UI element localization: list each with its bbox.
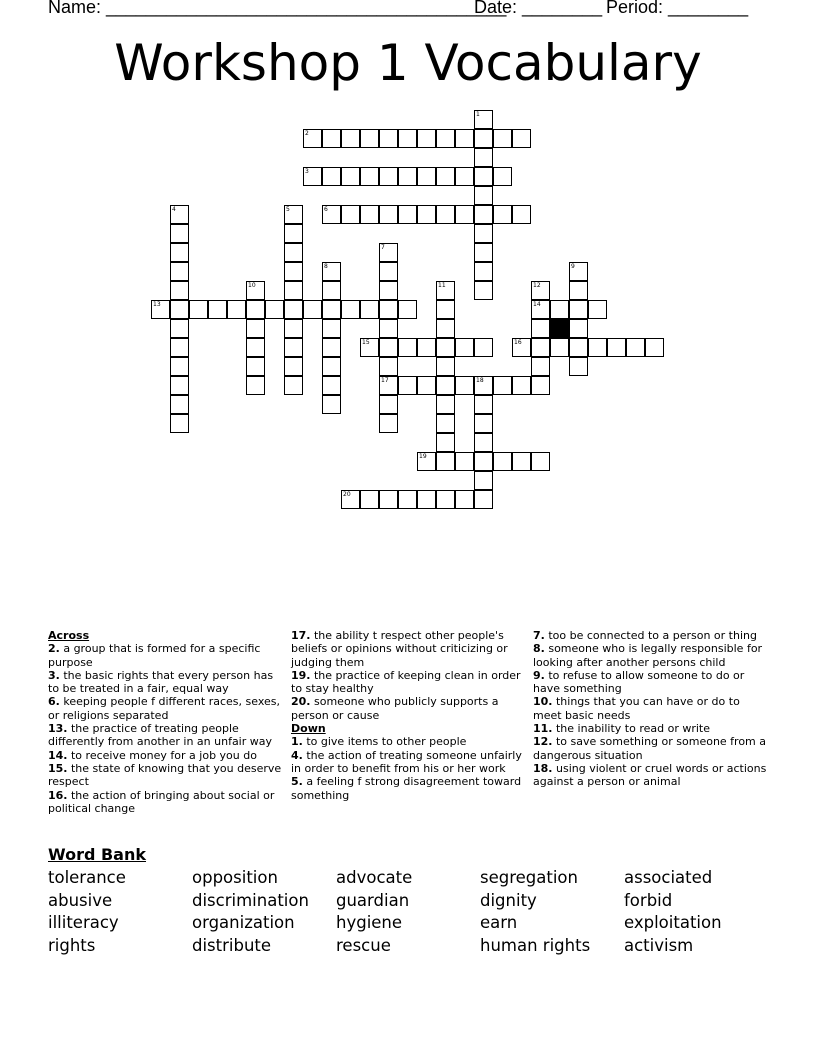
clues-column-2 (291, 629, 527, 802)
clue-number: 9 (571, 263, 575, 270)
word-bank-word: guardian (336, 890, 410, 910)
clue-item (533, 669, 769, 696)
crossword-cell[interactable] (284, 338, 303, 357)
crossword-cell[interactable] (569, 300, 588, 319)
clue-number-label: 16. (48, 788, 68, 802)
crossword-cell[interactable] (436, 357, 455, 376)
crossword-cell[interactable] (246, 300, 265, 319)
crossword-cell[interactable] (322, 319, 341, 338)
crossword-cell[interactable] (474, 395, 493, 414)
crossword-cell[interactable] (436, 490, 455, 509)
crossword-cell[interactable] (379, 338, 398, 357)
clue-text: a feeling f strong disagreement toward something (291, 775, 522, 802)
crossword-cell[interactable] (341, 205, 360, 224)
clue-number: 12 (533, 282, 541, 289)
crossword-cell[interactable] (398, 205, 417, 224)
word-bank-word: advocate (336, 868, 413, 887)
word-bank-word: organization (192, 913, 295, 933)
crossword-cell[interactable] (170, 357, 189, 376)
crossword-cell[interactable] (170, 300, 189, 319)
crossword-cell[interactable] (607, 338, 626, 357)
crossword-cell[interactable] (379, 281, 398, 300)
crossword-cell[interactable] (474, 433, 493, 452)
clue-text: things that you can have or do to meet basic needs (533, 695, 740, 722)
crossword-cell[interactable] (284, 224, 303, 243)
crossword-black-cell (550, 319, 569, 338)
clue-number-label: 4. (291, 748, 303, 762)
crossword-cell[interactable] (417, 167, 436, 186)
crossword-cell[interactable] (189, 300, 208, 319)
crossword-cell[interactable] (436, 300, 455, 319)
crossword-cell[interactable] (645, 338, 664, 357)
crossword-cell[interactable] (284, 243, 303, 262)
crossword-cell[interactable] (417, 129, 436, 148)
crossword-cell[interactable] (379, 395, 398, 414)
word-bank-word: forbid (624, 890, 673, 910)
clue-number: 19 (419, 453, 427, 460)
crossword-cell[interactable] (474, 414, 493, 433)
crossword-cell[interactable] (360, 205, 379, 224)
crossword-cell[interactable] (531, 452, 550, 471)
clue-number: 15 (362, 339, 370, 346)
clue-number: 2 (305, 130, 309, 137)
crossword-cell[interactable] (170, 395, 189, 414)
clue-number-label: 5. (291, 775, 303, 789)
word-bank-word: dignity (480, 890, 537, 910)
crossword-cell[interactable] (170, 281, 189, 300)
clue-item (533, 735, 769, 762)
clue-number-label: 18. (533, 761, 553, 775)
crossword-cell[interactable] (341, 300, 360, 319)
crossword-cell[interactable] (360, 490, 379, 509)
clue-number: 10 (248, 282, 256, 289)
clue-number: 14 (533, 301, 541, 308)
clue-number-label: 17. (291, 629, 311, 642)
clue-number: 3 (305, 168, 309, 175)
clue-number-label: 20. (291, 695, 311, 709)
clue-number-label: 12. (533, 735, 553, 749)
word-bank-word: rights (48, 936, 96, 956)
clue-text: someone who is legally responsible for looking after another persons child (533, 642, 763, 669)
clue-item (533, 722, 769, 735)
clue-text: to save something or someone from a dangerous situation (533, 735, 767, 762)
crossword-cell[interactable] (531, 319, 550, 338)
clue-number-label: 3. (48, 668, 60, 682)
crossword-cell[interactable] (322, 129, 341, 148)
clue-text: to refuse to allow someone to do or have something (533, 668, 745, 696)
crossword-cell[interactable] (436, 205, 455, 224)
crossword-cell[interactable] (474, 224, 493, 243)
clue-number: 5 (286, 206, 290, 213)
crossword-cell[interactable] (417, 376, 436, 395)
clue-text: the state of knowing that you deserve respect (48, 761, 282, 789)
clue-number: 17 (381, 377, 389, 384)
clue-item (48, 695, 284, 722)
crossword-cell[interactable] (284, 319, 303, 338)
crossword-cell[interactable] (379, 319, 398, 338)
crossword-cell[interactable] (474, 281, 493, 300)
clue-number: 20 (343, 491, 351, 498)
crossword-cell[interactable] (246, 338, 265, 357)
clue-item (48, 749, 284, 762)
clue-item (291, 775, 527, 802)
crossword-cell[interactable] (170, 319, 189, 338)
crossword-cell[interactable] (455, 205, 474, 224)
clue-number-label: 6. (48, 695, 60, 709)
clue-number-label: 7. (533, 629, 545, 642)
clue-number: 18 (476, 377, 484, 384)
clue-text: the practice of keeping clean in order to stay healthy (291, 668, 521, 696)
clue-text: to receive money for a job you do (67, 748, 257, 762)
crossword-cell[interactable] (208, 300, 227, 319)
clue-item (533, 629, 769, 642)
crossword-cell[interactable] (379, 129, 398, 148)
crossword-cell[interactable] (588, 300, 607, 319)
crossword-cell[interactable] (379, 300, 398, 319)
crossword-cell[interactable] (550, 338, 569, 357)
clue-number: 8 (324, 263, 328, 270)
crossword-cell[interactable] (322, 167, 341, 186)
crossword-cell[interactable] (246, 376, 265, 395)
clue-number-label: 8. (533, 642, 545, 656)
clue-number: 4 (172, 206, 176, 213)
crossword-cell[interactable] (322, 376, 341, 395)
crossword-cell[interactable] (531, 338, 550, 357)
crossword-cell[interactable] (569, 281, 588, 300)
crossword-cell[interactable] (379, 414, 398, 433)
crossword-cell[interactable] (303, 300, 322, 319)
crossword-cell[interactable] (493, 376, 512, 395)
across-heading: Across (48, 629, 90, 642)
down-heading: Down (291, 722, 326, 736)
crossword-cell[interactable] (474, 205, 493, 224)
crossword-cell[interactable] (322, 357, 341, 376)
crossword-cell[interactable] (170, 224, 189, 243)
clue-item (291, 695, 527, 722)
crossword-cell[interactable] (398, 376, 417, 395)
clue-number-label: 2. (48, 642, 60, 656)
clue-number-label: 9. (533, 668, 545, 682)
crossword-cell[interactable] (474, 167, 493, 186)
crossword-cell[interactable] (284, 357, 303, 376)
crossword-cell[interactable] (531, 357, 550, 376)
crossword-cell[interactable] (379, 262, 398, 281)
word-bank-word: exploitation (624, 913, 722, 933)
clue-text: the basic rights that every person has to be treated in a fair, equal way (48, 668, 274, 696)
crossword-cell[interactable] (455, 338, 474, 357)
clue-number: 16 (514, 339, 522, 346)
clues-column-1 (48, 629, 284, 815)
crossword-cell[interactable] (474, 471, 493, 490)
crossword-cell[interactable] (398, 129, 417, 148)
crossword-cell[interactable] (398, 490, 417, 509)
crossword-cell[interactable] (569, 338, 588, 357)
word-bank-word: rescue (336, 936, 391, 956)
clues-column-3 (533, 629, 769, 789)
word-bank-word: associated (624, 868, 713, 887)
clue-item (291, 749, 527, 776)
clue-number-label: 11. (533, 722, 553, 736)
crossword-cell[interactable] (455, 490, 474, 509)
crossword-cell[interactable] (398, 167, 417, 186)
crossword-cell[interactable] (379, 205, 398, 224)
crossword-cell[interactable] (474, 338, 493, 357)
crossword-cell[interactable] (341, 129, 360, 148)
clue-text: the ability t respect other people's beliefs or opinions without criticizing or judging them (291, 629, 508, 669)
clue-number-label: 1. (291, 735, 303, 749)
crossword-cell[interactable] (379, 167, 398, 186)
clue-text: the action of bringing about social or political change (48, 788, 275, 815)
crossword-cell[interactable] (246, 319, 265, 338)
clue-number: 7 (381, 244, 385, 251)
crossword-cell[interactable] (322, 281, 341, 300)
crossword-cell[interactable] (341, 167, 360, 186)
crossword-cell[interactable] (436, 167, 455, 186)
word-bank-title: Word Bank (48, 845, 147, 864)
clue-number: 13 (153, 301, 161, 308)
crossword-cell[interactable] (493, 452, 512, 471)
crossword-cell[interactable] (417, 205, 436, 224)
clue-item (291, 669, 527, 696)
crossword-cell[interactable] (360, 300, 379, 319)
crossword-cell[interactable] (170, 414, 189, 433)
crossword-cell[interactable] (284, 376, 303, 395)
crossword-cell[interactable] (379, 490, 398, 509)
clue-number: 1 (476, 111, 480, 118)
name-field-label: Name: ________________________________________ (48, 0, 507, 17)
clue-number-label: 19. (291, 668, 311, 682)
crossword-cell[interactable] (436, 452, 455, 471)
clue-text: too be connected to a person or thing (544, 629, 757, 642)
word-bank-word: activism (624, 936, 694, 956)
crossword-cell[interactable] (398, 338, 417, 357)
crossword-cell[interactable] (360, 167, 379, 186)
word-bank-word: human rights (480, 936, 591, 956)
crossword-cell[interactable] (531, 376, 550, 395)
crossword-cell[interactable] (512, 129, 531, 148)
word-bank-word: segregation (480, 868, 578, 887)
crossword-cell[interactable] (474, 129, 493, 148)
clue-item (533, 762, 769, 789)
date-field-label: Date: ________ (474, 0, 603, 17)
crossword-cell[interactable] (588, 338, 607, 357)
clue-number: 11 (438, 282, 446, 289)
clue-item (48, 669, 284, 696)
crossword-cell[interactable] (284, 281, 303, 300)
crossword-cell[interactable] (455, 167, 474, 186)
clue-number-label: 14. (48, 748, 68, 762)
word-bank-word: distribute (192, 936, 272, 956)
crossword-cell[interactable] (170, 262, 189, 281)
crossword-cell[interactable] (626, 338, 645, 357)
crossword-cell[interactable] (170, 376, 189, 395)
crossword-cell[interactable] (170, 243, 189, 262)
clue-item (291, 735, 527, 748)
crossword-cell[interactable] (417, 338, 436, 357)
crossword-cell[interactable] (474, 452, 493, 471)
clue-item (48, 789, 284, 816)
crossword-cell[interactable] (512, 205, 531, 224)
crossword-cell[interactable] (322, 395, 341, 414)
crossword-cell[interactable] (436, 338, 455, 357)
crossword-cell[interactable] (474, 490, 493, 509)
crossword-cell[interactable] (493, 167, 512, 186)
crossword-cell[interactable] (398, 300, 417, 319)
crossword-cell[interactable] (474, 243, 493, 262)
crossword-cell[interactable] (436, 395, 455, 414)
word-bank-word: abusive (48, 890, 113, 910)
word-bank-word: opposition (192, 868, 278, 887)
page-title: Workshop 1 Vocabulary (114, 34, 702, 92)
clue-text: someone who publicly supports a person or cause (291, 695, 499, 722)
crossword-cell[interactable] (474, 186, 493, 205)
crossword-cell[interactable] (474, 262, 493, 281)
crossword-cell[interactable] (455, 129, 474, 148)
crossword-cell[interactable] (417, 490, 436, 509)
clue-item (533, 642, 769, 669)
clue-text: a group that is formed for a specific purpose (48, 642, 261, 669)
clue-text: to give items to other people (302, 735, 467, 749)
clue-text: the practice of treating people differently from another in an unfair way (48, 722, 273, 749)
crossword-cell[interactable] (360, 129, 379, 148)
crossword-cell[interactable] (569, 357, 588, 376)
word-bank-word: tolerance (48, 868, 126, 887)
crossword-cell[interactable] (512, 452, 531, 471)
crossword-cell[interactable] (436, 414, 455, 433)
crossword-cell[interactable] (455, 376, 474, 395)
clue-item (291, 629, 527, 669)
crossword-cell[interactable] (512, 376, 531, 395)
crossword-cell[interactable] (379, 357, 398, 376)
crossword-cell[interactable] (455, 452, 474, 471)
word-bank-word: hygiene (336, 913, 403, 933)
crossword-cell[interactable] (493, 205, 512, 224)
clue-number-label: 10. (533, 695, 553, 709)
crossword-cell[interactable] (284, 262, 303, 281)
crossword-cell[interactable] (550, 300, 569, 319)
period-field-label: Period: ________ (606, 0, 749, 17)
clue-item (48, 762, 284, 789)
crossword-cell[interactable] (436, 129, 455, 148)
crossword-cell[interactable] (284, 300, 303, 319)
crossword-cell[interactable] (246, 357, 265, 376)
clue-item (533, 695, 769, 722)
crossword-cell[interactable] (436, 319, 455, 338)
crossword-cell[interactable] (436, 376, 455, 395)
word-bank-word: discrimination (192, 890, 309, 910)
word-bank-word: earn (480, 913, 518, 933)
crossword-cell[interactable] (569, 319, 588, 338)
clue-item (48, 722, 284, 749)
clue-number-label: 13. (48, 722, 68, 736)
clue-text: the inability to read or write (552, 722, 710, 736)
clue-number: 6 (324, 206, 328, 213)
crossword-cell[interactable] (227, 300, 246, 319)
word-bank-word: illiteracy (48, 913, 119, 933)
clue-text: using violent or cruel words or actions against a person or animal (533, 761, 767, 789)
crossword-cell[interactable] (322, 300, 341, 319)
crossword-cell[interactable] (265, 300, 284, 319)
crossword-cell[interactable] (493, 129, 512, 148)
crossword-cell[interactable] (436, 433, 455, 452)
crossword-cell[interactable] (474, 148, 493, 167)
clue-number-label: 15. (48, 761, 68, 775)
clue-item (48, 642, 284, 669)
clue-text: keeping people f different races, sexes, or religions separated (48, 695, 280, 722)
crossword-cell[interactable] (322, 338, 341, 357)
crossword-cell[interactable] (170, 338, 189, 357)
clue-text: the action of treating someone unfairly in order to benefit from his or her work (291, 748, 522, 775)
